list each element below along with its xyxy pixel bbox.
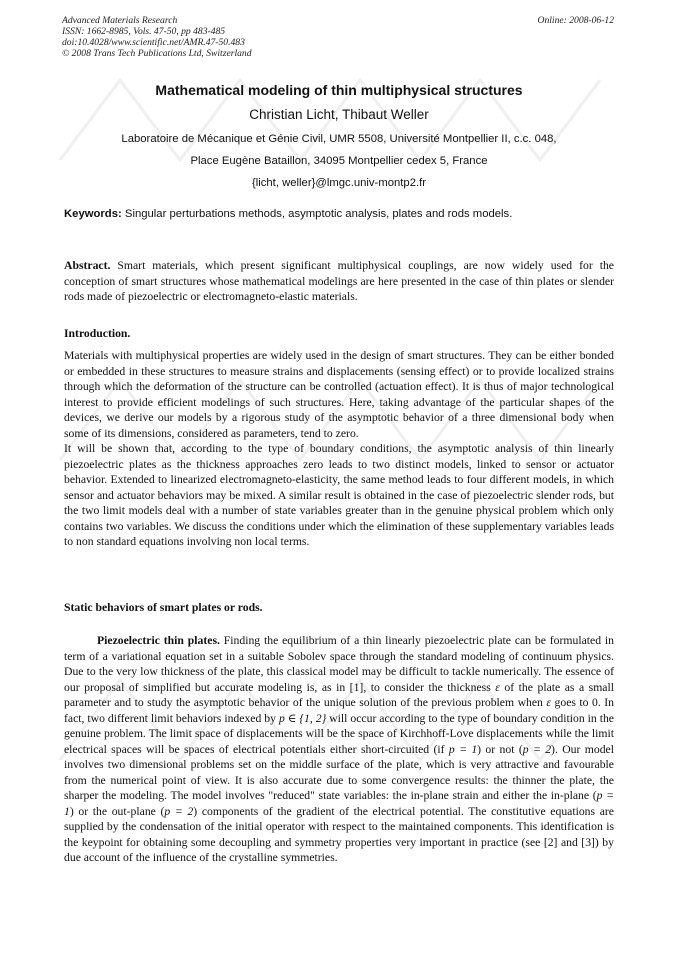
p-equals-1: p = 1 [448, 742, 478, 756]
online-date: Online: 2008-06-12 [537, 15, 614, 26]
p-equals-2: p = 2 [522, 742, 552, 756]
text-run: ) or not ( [477, 742, 523, 756]
piezo-paragraph [64, 633, 614, 866]
intro-paragraph-2: It will be shown that, according to the type of boundary conditions, the asymptotic analysis of thin linearly piezoelectric plates as the thickness approaches zero leads to two distinct models, linked to sensor or actuator behavior. Extended to linearized electromagneto-elasticity, the same method leads to four different models, in which sensor and actuator behaviors may be mixed. A similar result is obtained in the case of piezoelectric slender rods, but the two limit models deal with a number of state variables greater than in the genuine physical problem which only contains two variables. We discuss the conditions under which the elimination of these supplementary variables leads to non standard equations involving non local terms. [64, 442, 614, 548]
text-run: ) or the out-plane ( [69, 804, 165, 818]
affiliation-line-2: Place Eugène Bataillon, 34095 Montpellier cedex 5, France [190, 155, 488, 167]
text-run: will occur according to the type of boundary condition in the genuine problem. The limit space of displacements will be the space of Kirchhoff-Love displacements while the limit electrical spaces will be spaces of electrical potentials either short-circuited (if [64, 711, 614, 756]
introduction-body [64, 348, 614, 550]
abstract [64, 258, 614, 305]
introduction-heading: Introduction. [64, 327, 131, 340]
affiliation-line-1: Laboratoire de Mécanique et Génie Civil, UMR 5508, Université Montpellier II, c.c. 048, [121, 133, 557, 145]
p-equals-1: p = 1 [64, 789, 614, 818]
journal-name: Advanced Materials Research [62, 15, 178, 26]
abstract-text: Smart materials, which present significant multiphysical couplings, are now widely used for the conception of smart structures whose mathematical modelings are here presented in the case of thin plates or slender rods made of piezoelectric or electromagneto-elastic materials. [64, 259, 614, 303]
text-run: goes to 0. In fact, two different limit behaviors indexed by [64, 696, 615, 725]
text-run: ). Our model involves two dimensional problems set on the middle surface of the plate, which is very attractive and favourable from the numerical point of view. It is also accurate due to some convergence results: the thinner the plate, the sharper the modeling. The model involves "reduced" state variables: the in-plane strain and either the in-plane ( [64, 742, 614, 802]
authors: Christian Licht, Thibaut Weller [249, 107, 429, 122]
p-index-set: p ∈ {1, 2} [278, 711, 327, 725]
piezoelectric-plates-body [64, 633, 614, 866]
keywords [64, 208, 624, 220]
paper-title: Mathematical modeling of thin multiphysical structures [155, 82, 523, 98]
epsilon-symbol: ε [546, 696, 552, 709]
epsilon-symbol: ε [495, 680, 500, 694]
p-equals-2: p = 2 [164, 804, 194, 818]
text-run: ) components of the gradient of the electrical potential. The constitutive equations are supplied by the condensation of the initial operator with respect to the maintained components. This identification is the keypoint for obtaining some decoupling and symmetry properties very important in practice (see [2] and [3]) by due account of the influence of the crystalline symmetries. [64, 804, 614, 864]
issn: ISSN: 1662-8985, Vols. 47-50, pp 483-485 [62, 26, 226, 37]
static-behaviors-heading: Static behaviors of smart plates or rods. [64, 601, 263, 614]
keywords-text: Singular perturbations methods, asymptotic analysis, plates and rods models. [121, 208, 513, 220]
intro-paragraph-1: Materials with multiphysical properties are widely used in the design of smart structures. They can be either bonded or embedded in these structures to measure strains and displacements (sensing effect) or to provide localized strains through which the deformation of the structure can be controlled (actuation effect). It is thus of major technological interest to provide efficient modelings of such structures. Here, taking advantage of the particular shapes of the devices, we derive our models by a rigorous study of the asymptotic behavior of a three dimensional body when some of its dimensions, considered as parameters, tend to zero. [64, 349, 614, 440]
text-run: of the plate as a small parameter and to study the asymptotic behavior of the unique solution of the previous problem when [64, 680, 614, 709]
copyright: © 2008 Trans Tech Publications Ltd, Switzerland [62, 48, 252, 59]
keywords-label: Keywords: [64, 208, 122, 220]
doi: doi:10.4028/www.scientific.net/AMR.47-50.483 [62, 37, 245, 48]
journal-header [62, 15, 614, 59]
author-email: {licht, weller}@lmgc.univ-montp2.fr [251, 177, 427, 189]
piezo-subheading: Piezoelectric thin plates. [97, 634, 220, 647]
abstract-label: Abstract. [64, 259, 111, 272]
text-run: Finding the equilibrium of a thin linearly piezoelectric plate can be formulated in term of a variational equation set in a suitable Sobolev space through the standard modeling of continuum physics. Due to the very low thickness of the plate, this classical model may be difficult to tackle numerically. The essence of our proposal of simplified but accurate modeling is, as in [1], to consider the thickness [64, 634, 614, 694]
